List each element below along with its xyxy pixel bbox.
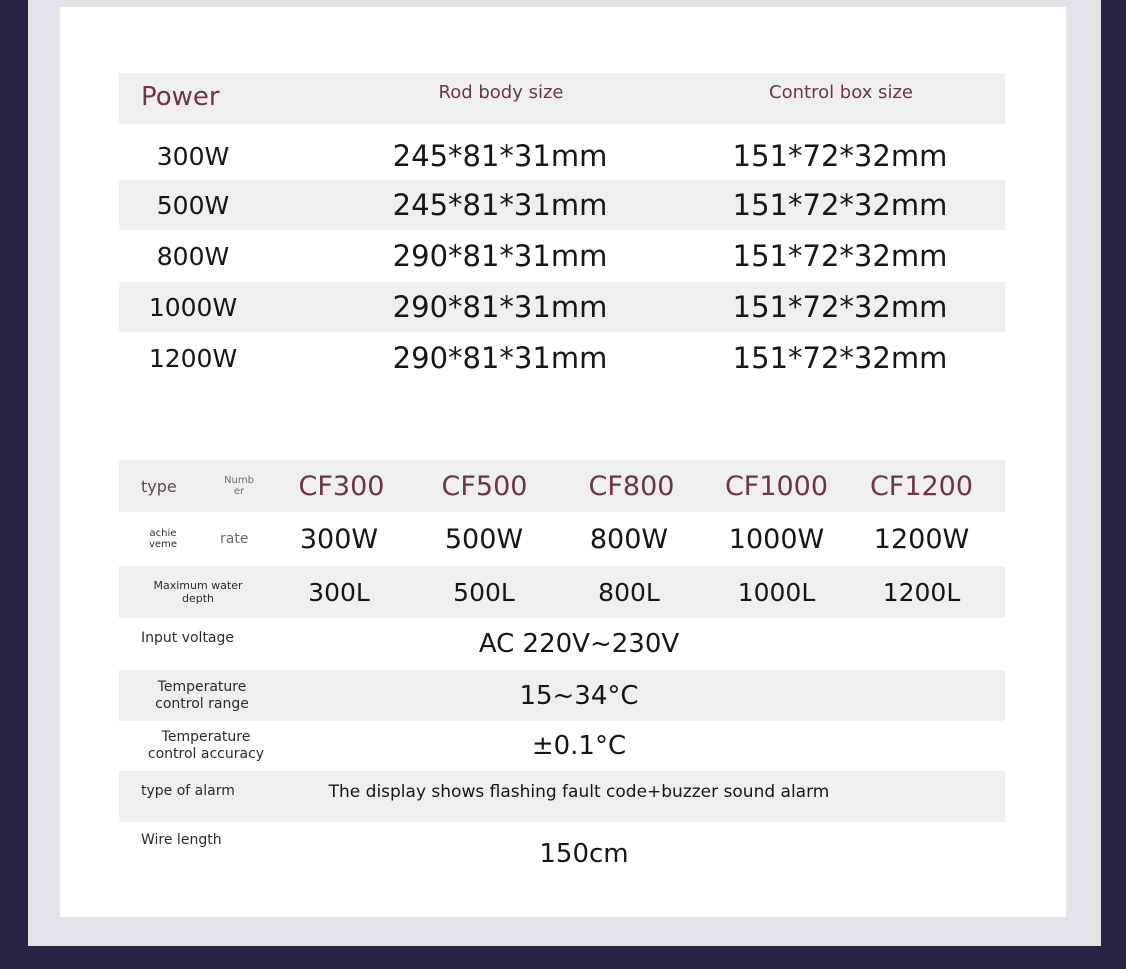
- table-row: [119, 230, 1005, 282]
- model-cf1000: CF1000: [724, 470, 829, 502]
- wire-length-label: Wire length: [141, 831, 222, 848]
- size-table: [119, 73, 1005, 384]
- power-value: 800W: [589, 523, 669, 555]
- box-size-header: Control box size: [769, 81, 913, 103]
- power-cell: 1000W: [148, 292, 238, 322]
- alarm-row: [119, 771, 1005, 822]
- power-value: 1200W: [873, 523, 970, 555]
- rod-size-cell: 290*81*31mm: [392, 239, 608, 273]
- depth-value: 1200L: [882, 577, 961, 607]
- temp-accuracy-value: ±0.1°C: [531, 731, 627, 761]
- depth-value: 800L: [598, 577, 660, 607]
- achievement-label: achie veme: [149, 528, 177, 550]
- power-cell: 1200W: [148, 343, 238, 373]
- box-size-cell: 151*72*32mm: [732, 239, 948, 273]
- power-value: 500W: [444, 523, 524, 555]
- model-cf500: CF500: [441, 470, 528, 502]
- depth-row: [119, 566, 1005, 618]
- alarm-type-label: type of alarm: [141, 782, 235, 799]
- model-cf1200: CF1200: [869, 470, 974, 502]
- model-cf800: CF800: [588, 470, 675, 502]
- rod-size-cell: 290*81*31mm: [392, 290, 608, 324]
- depth-value: 1000L: [737, 577, 816, 607]
- type-row: [119, 460, 1005, 512]
- wire-length-value: 150cm: [539, 839, 629, 869]
- power-cell: 500W: [156, 190, 230, 220]
- power-value: 300W: [299, 523, 379, 555]
- temp-range-label: Temperature control range: [155, 678, 249, 712]
- box-size-cell: 151*72*32mm: [732, 341, 948, 375]
- box-size-cell: 151*72*32mm: [732, 290, 948, 324]
- temp-range-row: [119, 670, 1005, 721]
- rod-size-cell: 245*81*31mm: [392, 188, 608, 222]
- table-row: [119, 124, 1005, 180]
- temp-accuracy-row: [119, 721, 1005, 771]
- rod-size-header: Rod body size: [438, 81, 564, 103]
- rod-size-cell: 245*81*31mm: [392, 139, 608, 173]
- number-sublabel: Numb er: [224, 475, 254, 497]
- voltage-row: [119, 618, 1005, 670]
- power-header: Power: [141, 82, 220, 112]
- model-cf300: CF300: [298, 470, 385, 502]
- input-voltage-value: AC 220V~230V: [478, 629, 680, 659]
- temp-range-value: 15~34°C: [519, 680, 639, 711]
- size-header-row: [119, 73, 1005, 124]
- max-water-depth-label: Maximum water depth: [153, 579, 243, 605]
- power-cell: 800W: [156, 241, 230, 271]
- temp-accuracy-label: Temperature control accuracy: [147, 729, 265, 762]
- alarm-type-value: The display shows flashing fault code+buzzer sound alarm: [328, 782, 830, 802]
- input-voltage-label: Input voltage: [141, 629, 235, 646]
- power-row: [119, 512, 1005, 566]
- box-size-cell: 151*72*32mm: [732, 139, 948, 173]
- power-value: 1000W: [728, 523, 825, 555]
- table-row: [119, 180, 1005, 230]
- power-cell: 300W: [156, 141, 230, 171]
- box-size-cell: 151*72*32mm: [732, 188, 948, 222]
- spec-table: [119, 460, 1005, 882]
- depth-value: 300L: [308, 577, 370, 607]
- table-row: [119, 282, 1005, 332]
- depth-value: 500L: [453, 577, 515, 607]
- type-label: type: [141, 476, 177, 496]
- rod-size-cell: 290*81*31mm: [392, 341, 608, 375]
- rate-sublabel: rate: [220, 531, 249, 547]
- table-row: [119, 332, 1005, 384]
- wire-row: [119, 822, 1005, 882]
